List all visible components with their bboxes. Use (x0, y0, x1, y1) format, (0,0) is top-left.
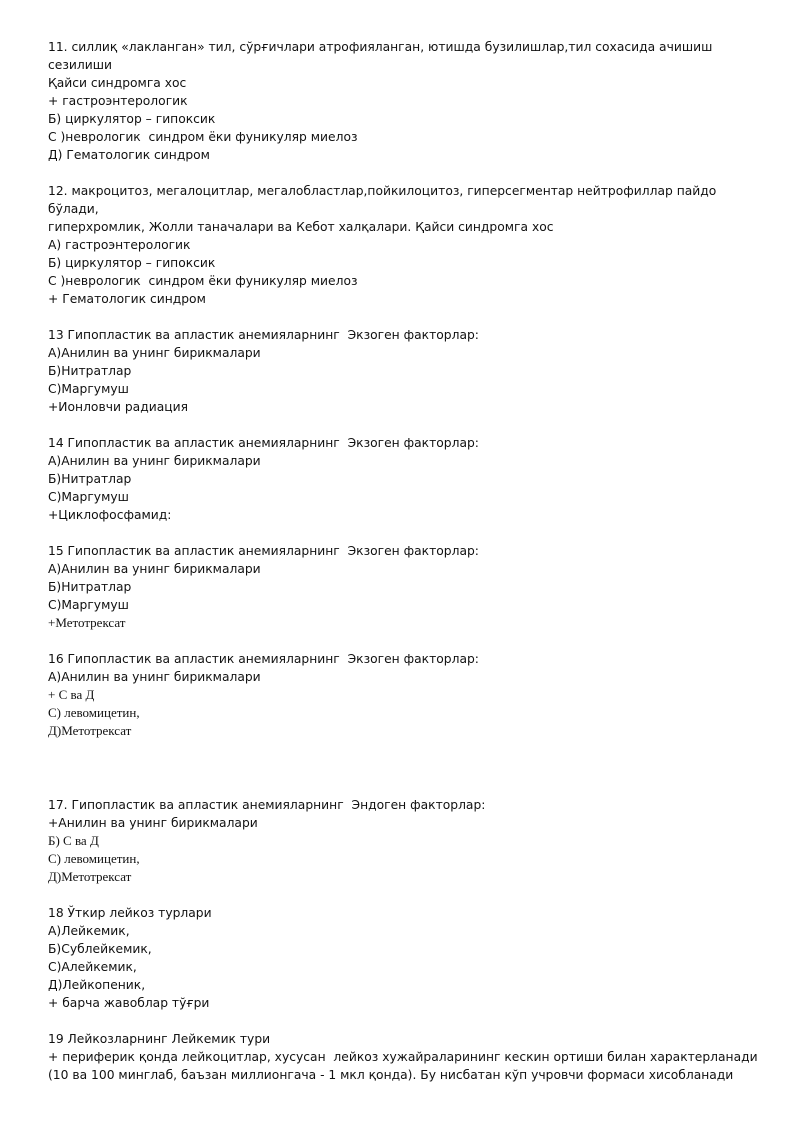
question-text: 13 Гипопластик ва апластик анемияларнинг Экзоген факторлар: (48, 328, 479, 342)
answer-option: С )неврологик синдром ёки фуникуляр миелоз (48, 274, 358, 288)
question-text: 19 Лейкозларнинг Лейкемик тури (48, 1032, 271, 1046)
question-14 (48, 434, 760, 524)
answer-option: +Ионловчи радиация (48, 400, 188, 414)
question-13 (48, 326, 760, 416)
answer-option: Б)Нитратлар (48, 472, 132, 486)
answer-option: А)Лейкемик, (48, 924, 130, 938)
question-list (48, 38, 760, 1102)
answer-option: Б)Нитратлар (48, 580, 132, 594)
question-11 (48, 38, 760, 164)
answer-option: Д)Метотрексат (48, 723, 132, 738)
answer-option: + барча жавоблар тўғри (48, 996, 210, 1010)
question-text: 14 Гипопластик ва апластик анемияларнинг Экзоген факторлар: (48, 436, 479, 450)
answer-option: С)Алейкемик, (48, 960, 137, 974)
answer-option: +Метотрексат (48, 615, 126, 630)
answer-option: Б) циркулятор – гипоксик (48, 112, 216, 126)
question-16 (48, 650, 760, 740)
answer-option: С )неврологик синдром ёки фуникуляр миелоз (48, 130, 358, 144)
answer-option: + Гематологик синдром (48, 292, 206, 306)
answer-option: +Циклофосфамид: (48, 508, 172, 522)
question-text: 16 Гипопластик ва апластик анемияларнинг Экзоген факторлар: (48, 652, 479, 666)
answer-option: + гастроэнтерологик (48, 94, 188, 108)
answer-option: + С ва Д (48, 687, 95, 702)
question-15 (48, 542, 760, 632)
answer-option: С)Маргумуш (48, 490, 129, 504)
answer-option: Д)Лейкопеник, (48, 978, 146, 992)
answer-option: Б) циркулятор – гипоксик (48, 256, 216, 270)
question-text: 15 Гипопластик ва апластик анемияларнинг Экзоген факторлар: (48, 544, 479, 558)
answer-option: Қайси синдромга хос (48, 76, 187, 90)
question-19 (48, 1030, 760, 1084)
question-12 (48, 182, 760, 308)
answer-option: +Анилин ва унинг бирикмалари (48, 816, 258, 830)
answer-option: А)Анилин ва унинг бирикмалари (48, 454, 261, 468)
answer-option: Д)Метотрексат (48, 869, 132, 884)
answer-option: С) левомицетин, (48, 851, 140, 866)
answer-option: гиперхромлик, Жолли таначалари ва Кебот халқалари. Қайси синдромга хос (48, 220, 554, 234)
answer-option: А)Анилин ва унинг бирикмалари (48, 346, 261, 360)
question-text: 18 Ўткир лейкоз турлари (48, 906, 212, 920)
answer-option: (10 ва 100 минглаб, баъзан миллионгача - 1 мкл қонда). Бу нисбатан кўп учровчи формаси хисобланади (48, 1068, 734, 1082)
question-17 (48, 796, 760, 886)
question-18 (48, 904, 760, 1012)
answer-option: Б)Нитратлар (48, 364, 132, 378)
answer-option: Д) Гематологик синдром (48, 148, 210, 162)
answer-option: А)Анилин ва унинг бирикмалари (48, 562, 261, 576)
question-text: 12. макроцитоз, мегалоцитлар, мегалобластлар,пойкилоцитоз, гиперсегментар нейтрофиллар пайдо бўлади, (48, 184, 721, 216)
question-text: 11. силлиқ «лакланган» тил, сўрғичлари атрофияланган, ютишда бузилишлар,тил сохасида ачишиш сезилиши (48, 40, 717, 72)
question-text: 17. Гипопластик ва апластик анемияларнинг Эндоген факторлар: (48, 798, 486, 812)
answer-option: Б)Сублейкемик, (48, 942, 152, 956)
answer-option: С)Маргумуш (48, 382, 129, 396)
answer-option: А) гастроэнтерологик (48, 238, 191, 252)
answer-option: С)Маргумуш (48, 598, 129, 612)
answer-option: С) левомицетин, (48, 705, 140, 720)
answer-option: + периферик қонда лейкоцитлар, хусусан лейкоз хужайраларининг кескин ортиши билан характерланади (48, 1050, 758, 1064)
blank-space (48, 758, 760, 796)
answer-option: Б) С ва Д (48, 833, 99, 848)
answer-option: А)Анилин ва унинг бирикмалари (48, 670, 261, 684)
